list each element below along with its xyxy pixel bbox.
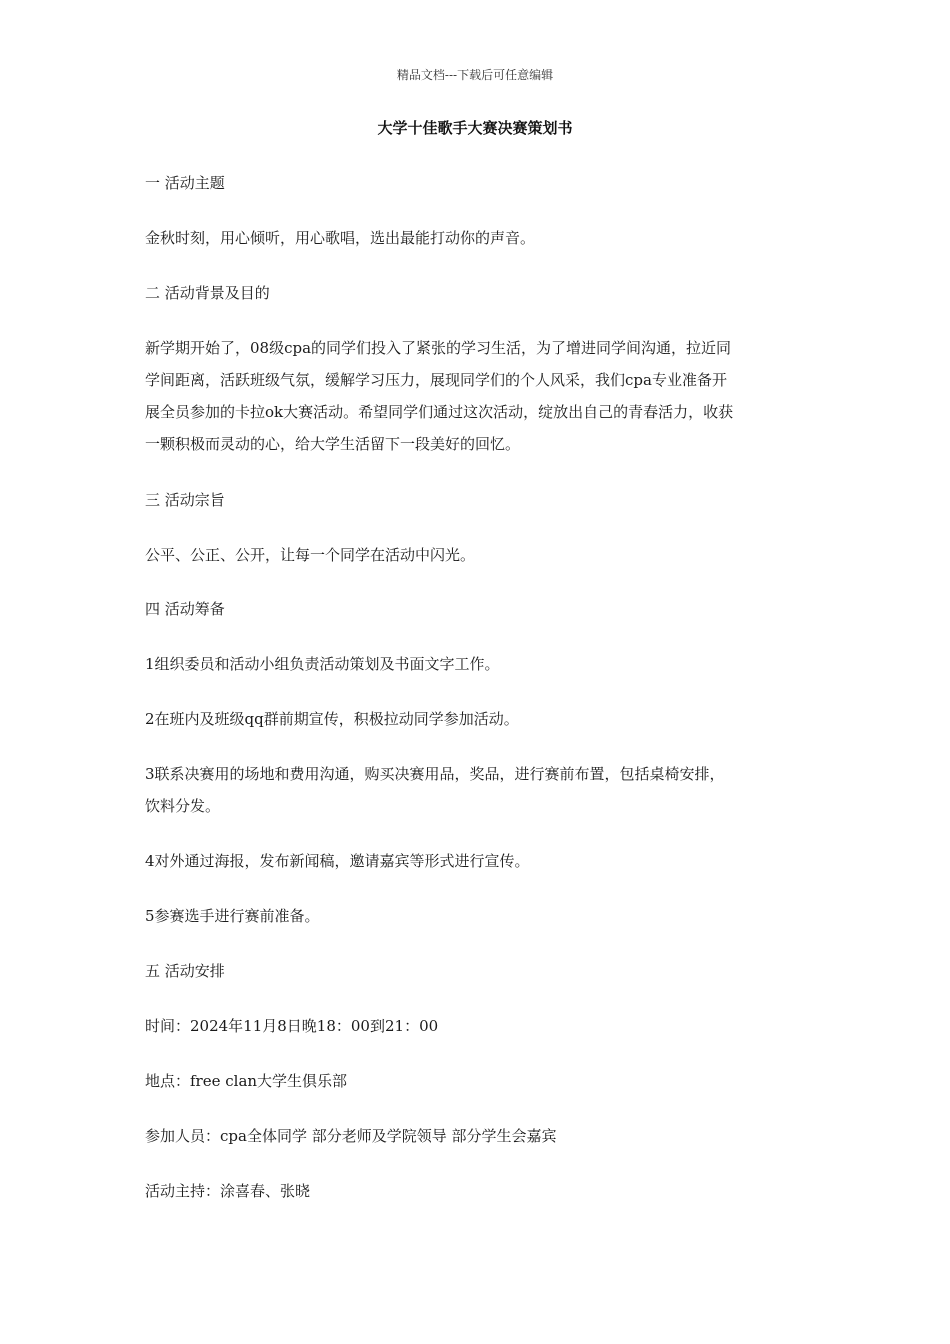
- background-paragraph-line: 学间距离，活跃班级气氛，缓解学习压力，展现同学们的个人风采，我们cpa专业准备开: [145, 371, 727, 389]
- preparation-item: 5参赛选手进行赛前准备。: [145, 907, 320, 925]
- preparation-item: 1组织委员和活动小组负责活动策划及书面文字工作。: [145, 655, 500, 673]
- background-paragraph-line: 一颗积极而灵动的心，给大学生活留下一段美好的回忆。: [145, 435, 521, 453]
- background-paragraph-line: 新学期开始了，08级cpa的同学们投入了紧张的学习生活，为了增进同学间沟通，拉近同: [145, 339, 732, 357]
- section-heading-preparation: 四 活动筹备: [145, 600, 225, 618]
- header-note: 精品文档---下载后可任意编辑: [396, 68, 554, 82]
- background-paragraph-line: 展全员参加的卡拉ok大赛活动。希望同学们通过这次活动，绽放出自己的青春活力，收获: [145, 403, 734, 421]
- schedule-hosts: 活动主持：涂喜春、张晓: [145, 1182, 311, 1200]
- section-heading-purpose: 三 活动宗旨: [145, 491, 225, 509]
- section-heading-schedule: 五 活动安排: [145, 962, 225, 980]
- section-heading-theme: 一 活动主题: [145, 174, 225, 192]
- section-text-theme: 金秋时刻，用心倾听，用心歌唱，选出最能打动你的声音。: [145, 229, 536, 247]
- preparation-item: 4对外通过海报，发布新闻稿，邀请嘉宾等形式进行宣传。: [145, 852, 530, 870]
- schedule-participants: 参加人员：cpa全体同学 部分老师及学院领导 部分学生会嘉宾: [145, 1127, 557, 1145]
- schedule-time: 时间：2024年11月8日晚18：00到21：00: [145, 1017, 439, 1035]
- section-heading-background: 二 活动背景及目的: [145, 284, 270, 302]
- preparation-item: 2在班内及班级qq群前期宣传，积极拉动同学参加活动。: [145, 710, 519, 728]
- preparation-item-continued: 饮料分发。: [145, 797, 221, 815]
- document-title: 大学十佳歌手大赛决赛策划书: [377, 119, 573, 137]
- schedule-place: 地点：free clan大学生俱乐部: [145, 1072, 348, 1090]
- preparation-item: 3联系决赛用的场地和费用沟通，购买决赛用品，奖品，进行赛前布置，包括桌椅安排，: [145, 765, 725, 783]
- section-text-purpose: 公平、公正、公开，让每一个同学在活动中闪光。: [145, 546, 476, 564]
